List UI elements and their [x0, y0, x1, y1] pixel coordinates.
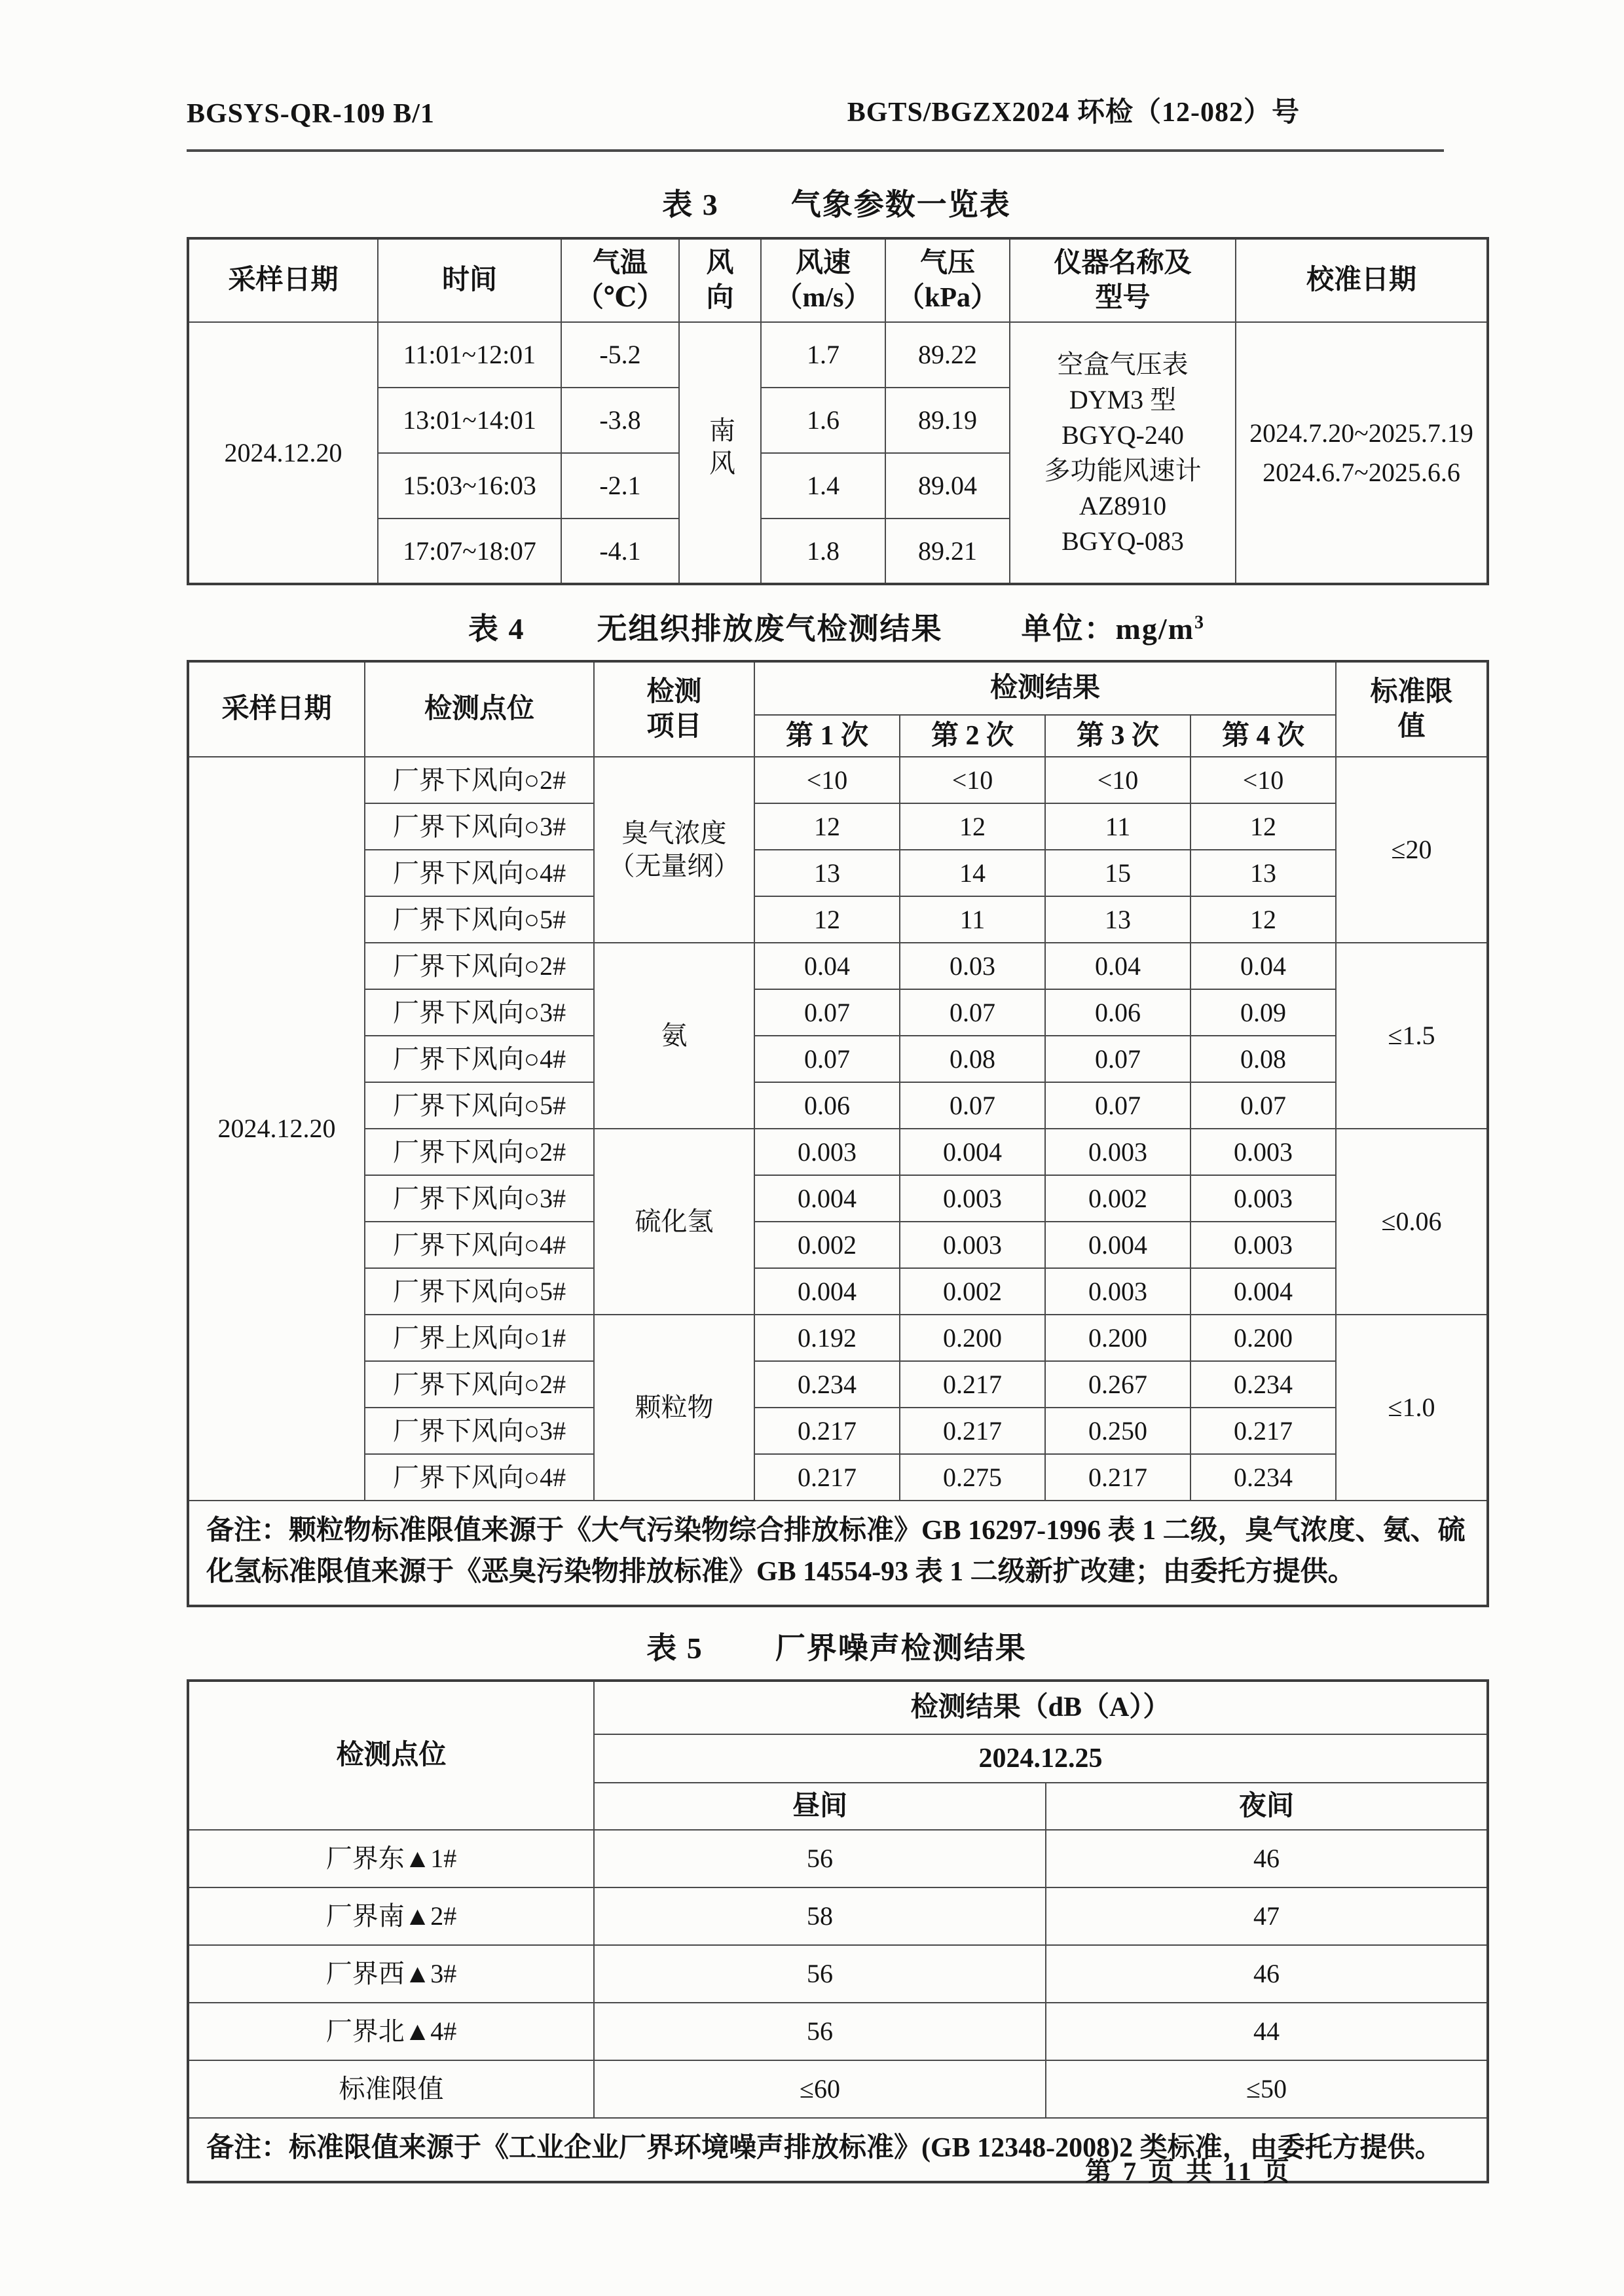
value-cell: 0.002 [900, 1268, 1045, 1315]
wind-direction-value: 南风 [705, 416, 735, 482]
col-nighttime: 夜间 [1046, 1783, 1488, 1830]
point-cell: 厂界上风向○1# [365, 1315, 594, 1361]
value-cell: 0.003 [1045, 1268, 1190, 1315]
value-cell: 0.267 [1045, 1361, 1190, 1408]
wind-direction-cell [679, 322, 761, 584]
table-row [188, 1408, 1488, 1454]
item-line: 氨 [661, 1021, 688, 1050]
col-wind-speed [761, 238, 885, 322]
value-cell: 12 [754, 896, 900, 943]
col-standard-limit-line2: 值 [1397, 711, 1426, 742]
value-cell: <10 [754, 757, 900, 803]
col-daytime: 昼间 [594, 1783, 1046, 1830]
instrument-line: DYM3 型 [1069, 384, 1177, 414]
value-cell: 0.06 [754, 1082, 900, 1129]
pressure-cell: 89.04 [885, 453, 1010, 519]
time-cell: 11:01~12:01 [378, 322, 561, 388]
value-cell: 0.250 [1045, 1408, 1190, 1454]
noise-date-cell: 2024.12.25 [594, 1734, 1488, 1783]
table5-note: 备注：标准限值来源于《工业企业厂界环境噪声排放标准》(GB 12348-2008)2 类标准，由委托方提供。 [188, 2118, 1488, 2182]
value-cell: 0.217 [900, 1361, 1045, 1408]
item-cell [594, 1129, 754, 1315]
table-row [188, 1830, 1488, 1887]
header-divider [187, 149, 1444, 152]
col-pressure [885, 238, 1010, 322]
day-value-cell: 56 [594, 1945, 1046, 2003]
value-cell: 0.04 [754, 943, 900, 989]
value-cell: 0.003 [1190, 1175, 1336, 1222]
limit-cell: ≤0.06 [1336, 1129, 1488, 1315]
table-row [188, 850, 1488, 896]
col-test-item-line2: 项目 [646, 711, 702, 742]
sampling-date-cell: 2024.12.20 [188, 322, 378, 584]
table3-header-row [188, 238, 1488, 322]
value-cell: 0.217 [1045, 1454, 1190, 1501]
col-run-3: 第 3 次 [1045, 715, 1190, 757]
point-cell: 厂界下风向○4# [365, 1036, 594, 1082]
point-cell: 厂界下风向○2# [365, 757, 594, 803]
value-cell: 0.07 [754, 989, 900, 1036]
value-cell: 12 [900, 803, 1045, 850]
calibration-cell [1236, 322, 1488, 584]
table-row [188, 1315, 1488, 1361]
meteorological-parameters-table [187, 237, 1489, 585]
wind-speed-cell: 1.6 [761, 388, 885, 453]
time-cell: 13:01~14:01 [378, 388, 561, 453]
item-cell [594, 1315, 754, 1501]
col-temperature-line1: 气温 [592, 248, 648, 278]
item-cell [594, 943, 754, 1129]
wind-speed-cell: 1.8 [761, 519, 885, 584]
point-cell: 厂界北▲4# [188, 2003, 594, 2060]
value-cell: 0.275 [900, 1454, 1045, 1501]
instrument-line: AZ8910 [1079, 490, 1167, 520]
value-cell: 0.08 [1190, 1036, 1336, 1082]
table4-note-row [188, 1501, 1488, 1606]
table4-caption [187, 605, 1486, 648]
night-value-cell: 44 [1046, 2003, 1488, 2060]
value-cell: 12 [1190, 896, 1336, 943]
pressure-cell: 89.19 [885, 388, 1010, 453]
calibration-line: 2024.6.7~2025.6.6 [1263, 457, 1460, 487]
page-number: 第 7 页 共 11 页 [1085, 2157, 1292, 2186]
value-cell: 14 [900, 850, 1045, 896]
value-cell: 0.09 [1190, 989, 1336, 1036]
day-value-cell: ≤60 [594, 2060, 1046, 2118]
instrument-line: BGYQ-083 [1061, 526, 1184, 556]
value-cell: 0.04 [1190, 943, 1336, 989]
day-value-cell: 58 [594, 1887, 1046, 1945]
col-instrument [1010, 238, 1236, 322]
point-cell: 厂界下风向○2# [365, 943, 594, 989]
pressure-cell: 89.21 [885, 519, 1010, 584]
time-cell: 17:07~18:07 [378, 519, 561, 584]
value-cell: 0.07 [1045, 1082, 1190, 1129]
table-row [188, 1175, 1488, 1222]
point-cell: 厂界下风向○4# [365, 850, 594, 896]
point-cell: 厂界下风向○2# [365, 1129, 594, 1175]
header-left-code: BGSYS-QR-109 B/1 [187, 99, 435, 129]
document-header [187, 0, 1486, 130]
point-cell: 厂界南▲2# [188, 1887, 594, 1945]
value-cell: 0.004 [1045, 1222, 1190, 1268]
col-standard-limit-line1: 标准限 [1370, 677, 1453, 707]
value-cell: 0.003 [1190, 1222, 1336, 1268]
instrument-line: BGYQ-240 [1061, 420, 1184, 450]
table-row [188, 1454, 1488, 1501]
col-noise-result: 检测结果（dB（A）） [594, 1681, 1488, 1734]
col-wind-speed-line1: 风速 [795, 248, 851, 278]
value-cell: 0.06 [1045, 989, 1190, 1036]
value-cell: 0.217 [900, 1408, 1045, 1454]
table5-caption-title: 厂界噪声检测结果 [775, 1631, 1027, 1665]
value-cell: 0.07 [900, 989, 1045, 1036]
col-wind-line2: 向 [706, 282, 734, 313]
col-monitoring-point: 检测点位 [365, 661, 594, 757]
night-value-cell: 47 [1046, 1887, 1488, 1945]
value-cell: <10 [1045, 757, 1190, 803]
temp-cell: -4.1 [561, 519, 679, 584]
night-value-cell: 46 [1046, 1945, 1488, 2003]
col-test-item-line1: 检测 [646, 677, 702, 707]
table5-caption [187, 1624, 1486, 1667]
point-cell: 标准限值 [188, 2060, 594, 2118]
col-run-2: 第 2 次 [900, 715, 1045, 757]
wind-speed-cell: 1.7 [761, 322, 885, 388]
value-cell: 15 [1045, 850, 1190, 896]
value-cell: 0.192 [754, 1315, 900, 1361]
table4-caption-title: 无组织排放废气检测结果 [597, 612, 943, 646]
value-cell: 0.07 [754, 1036, 900, 1082]
table5-caption-label: 表 5 [646, 1631, 703, 1665]
value-cell: 11 [900, 896, 1045, 943]
col-instrument-line2: 型号 [1095, 282, 1151, 313]
day-value-cell: 56 [594, 1830, 1046, 1887]
value-cell: 0.002 [754, 1222, 900, 1268]
table4-unit-sup: 3 [1194, 612, 1205, 633]
col-time: 时间 [378, 238, 561, 322]
value-cell: 0.234 [754, 1361, 900, 1408]
night-value-cell: ≤50 [1046, 2060, 1488, 2118]
point-cell: 厂界下风向○2# [365, 1361, 594, 1408]
limit-cell: ≤1.5 [1336, 943, 1488, 1129]
table-row [188, 322, 1488, 388]
fugitive-emission-table [187, 660, 1489, 1607]
value-cell: 0.234 [1190, 1361, 1336, 1408]
value-cell: 13 [754, 850, 900, 896]
value-cell: 0.200 [1190, 1315, 1336, 1361]
table3-caption [187, 181, 1486, 224]
col-temperature-line2: （℃） [576, 282, 665, 313]
instrument-line: 多功能风速计 [1044, 455, 1202, 485]
col-standard-limit [1336, 661, 1488, 757]
value-cell: 0.004 [754, 1175, 900, 1222]
table-row [188, 896, 1488, 943]
value-cell: <10 [900, 757, 1045, 803]
temp-cell: -5.2 [561, 322, 679, 388]
limit-cell: ≤1.0 [1336, 1315, 1488, 1501]
table3-caption-title: 气象参数一览表 [790, 188, 1011, 221]
night-value-cell: 46 [1046, 1830, 1488, 1887]
value-cell: 0.003 [1190, 1129, 1336, 1175]
table-row [188, 1887, 1488, 1945]
table4-unit-text: 单位：mg/m [1021, 612, 1194, 646]
point-cell: 厂界西▲3# [188, 1945, 594, 2003]
point-cell: 厂界下风向○3# [365, 1175, 594, 1222]
table4-unit [1022, 605, 1205, 648]
col-test-results: 检测结果 [754, 661, 1336, 715]
table-row [188, 1268, 1488, 1315]
table4-note: 备注：颗粒物标准限值来源于《大气污染物综合排放标准》GB 16297-1996 表 1 二级，臭气浓度、氨、硫化氢标准限值来源于《恶臭污染物排放标准》GB 14554-93 表 1 二级新扩改建；由委托方提供。 [188, 1501, 1488, 1606]
day-value-cell: 56 [594, 2003, 1046, 2060]
col-monitoring-point: 检测点位 [188, 1681, 594, 1830]
calibration-line: 2024.7.20~2025.7.19 [1249, 418, 1473, 448]
point-cell: 厂界下风向○3# [365, 1408, 594, 1454]
table-row [188, 1222, 1488, 1268]
col-instrument-line1: 仪器名称及 [1054, 248, 1192, 278]
value-cell: 11 [1045, 803, 1190, 850]
item-line: 颗粒物 [635, 1393, 714, 1422]
table-row [188, 803, 1488, 850]
pressure-cell: 89.22 [885, 322, 1010, 388]
value-cell: 0.07 [1190, 1082, 1336, 1129]
value-cell: 0.200 [900, 1315, 1045, 1361]
table-row [188, 1945, 1488, 2003]
value-cell: <10 [1190, 757, 1336, 803]
value-cell: 13 [1190, 850, 1336, 896]
temp-cell: -3.8 [561, 388, 679, 453]
boundary-noise-table [187, 1679, 1489, 2183]
col-temperature [561, 238, 679, 322]
table5-header-row1 [188, 1681, 1488, 1734]
value-cell: 0.004 [900, 1129, 1045, 1175]
time-cell: 15:03~16:03 [378, 453, 561, 519]
item-cell [594, 757, 754, 943]
value-cell: 0.003 [900, 1222, 1045, 1268]
table-row [188, 989, 1488, 1036]
value-cell: 12 [1190, 803, 1336, 850]
col-wind-direction [679, 238, 761, 322]
col-test-item [594, 661, 754, 757]
table-row [188, 1361, 1488, 1408]
limit-cell: ≤20 [1336, 757, 1488, 943]
point-cell: 厂界下风向○5# [365, 1268, 594, 1315]
item-line: 硫化氢 [635, 1207, 714, 1236]
item-line: 臭气浓度 [621, 818, 727, 848]
value-cell: 0.07 [1045, 1036, 1190, 1082]
value-cell: 0.004 [754, 1268, 900, 1315]
instrument-cell [1010, 322, 1236, 584]
sampling-date-cell: 2024.12.20 [188, 757, 365, 1501]
col-run-1: 第 1 次 [754, 715, 900, 757]
value-cell: 0.234 [1190, 1454, 1336, 1501]
value-cell: 13 [1045, 896, 1190, 943]
value-cell: 0.003 [754, 1129, 900, 1175]
table-row [188, 1036, 1488, 1082]
value-cell: 0.004 [1190, 1268, 1336, 1315]
table-row [188, 1082, 1488, 1129]
table-row [188, 1129, 1488, 1175]
point-cell: 厂界下风向○5# [365, 1082, 594, 1129]
table-row [188, 943, 1488, 989]
value-cell: 0.07 [900, 1082, 1045, 1129]
point-cell: 厂界下风向○3# [365, 989, 594, 1036]
col-wind-line1: 风 [706, 248, 734, 278]
point-cell: 厂界下风向○4# [365, 1454, 594, 1501]
table4-header-row1 [188, 661, 1488, 715]
item-line: （无量纲） [608, 851, 740, 881]
table-row [188, 2060, 1488, 2118]
value-cell: 0.003 [900, 1175, 1045, 1222]
point-cell: 厂界东▲1# [188, 1830, 594, 1887]
instrument-line: 空盒气压表 [1057, 349, 1189, 379]
col-pressure-line1: 气压 [919, 248, 975, 278]
value-cell: 0.04 [1045, 943, 1190, 989]
col-pressure-line2: （kPa） [896, 282, 998, 313]
value-cell: 0.003 [1045, 1129, 1190, 1175]
value-cell: 0.08 [900, 1036, 1045, 1082]
table3-caption-label: 表 3 [662, 188, 719, 221]
table-row [188, 757, 1488, 803]
value-cell: 0.03 [900, 943, 1045, 989]
col-run-4: 第 4 次 [1190, 715, 1336, 757]
value-cell: 0.217 [754, 1454, 900, 1501]
value-cell: 12 [754, 803, 900, 850]
table4-caption-label: 表 4 [468, 612, 525, 646]
value-cell: 0.200 [1045, 1315, 1190, 1361]
value-cell: 0.217 [754, 1408, 900, 1454]
temp-cell: -2.1 [561, 453, 679, 519]
col-calibration-date: 校准日期 [1236, 238, 1488, 322]
col-wind-speed-line2: （m/s） [775, 282, 872, 313]
point-cell: 厂界下风向○3# [365, 803, 594, 850]
wind-speed-cell: 1.4 [761, 453, 885, 519]
value-cell: 0.002 [1045, 1175, 1190, 1222]
point-cell: 厂界下风向○5# [365, 896, 594, 943]
header-right-code: BGTS/BGZX2024 环检（12-082）号 [847, 98, 1300, 128]
point-cell: 厂界下风向○4# [365, 1222, 594, 1268]
value-cell: 0.217 [1190, 1408, 1336, 1454]
table-row [188, 2003, 1488, 2060]
col-sampling-date: 采样日期 [188, 238, 378, 322]
col-sampling-date: 采样日期 [188, 661, 365, 757]
